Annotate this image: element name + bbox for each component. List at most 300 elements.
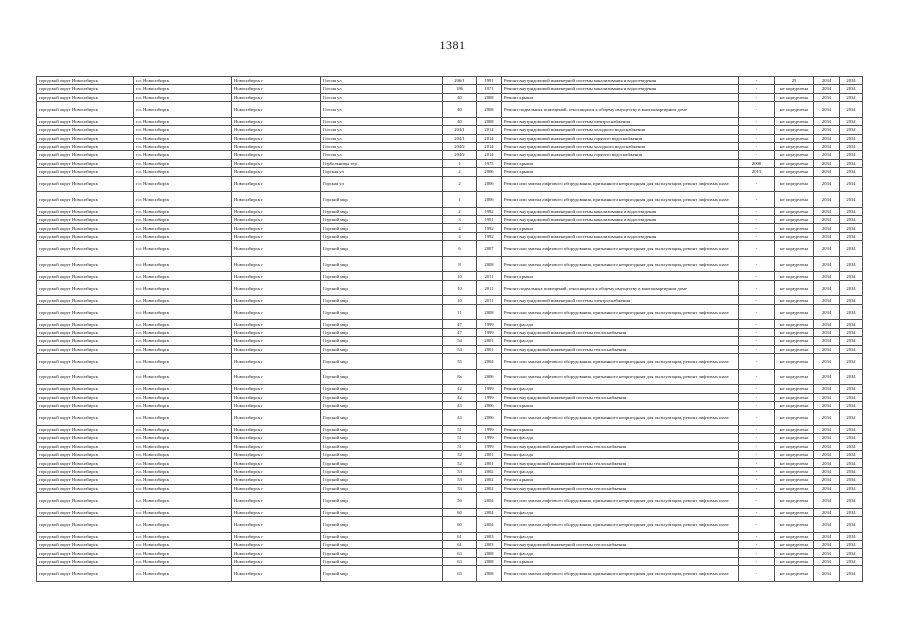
year-built-cell: 1999 (477, 425, 502, 433)
plan-end-cell: 2034 (840, 353, 863, 369)
table-row (37, 353, 863, 369)
last-repair-year-cell: - (739, 557, 775, 565)
year-built-cell: 2003 (477, 532, 502, 540)
settlement-cell: г.о. Новосибирск (134, 224, 232, 232)
cost-cell: не определена (775, 296, 814, 304)
house-number-cell: 204/2 (443, 151, 477, 159)
plan-end-cell: 2034 (840, 151, 863, 159)
street-cell: Гоголя ул (321, 102, 443, 118)
year-built-cell: 2006 (477, 401, 502, 409)
cost-cell: не определена (775, 557, 814, 565)
work-type-cell: Ремонт внутридомовой инженерной системы канализования и водоотведения (502, 207, 739, 215)
year-built-cell: 2011 (477, 272, 502, 280)
street-cell: Горский мкр (321, 410, 443, 426)
last-repair-year-cell: - (739, 280, 775, 296)
last-repair-year-cell: - (739, 142, 775, 150)
house-number-cell: 204/2 (443, 142, 477, 150)
work-type-cell: Ремонт фасада (502, 549, 739, 557)
city-cell: Новосибирск г (232, 142, 321, 150)
municipality-cell: городской округ Новосибирск (37, 142, 134, 150)
year-built-cell: 2006 (477, 168, 502, 176)
table-row (37, 425, 863, 433)
cost-cell: не определена (775, 353, 814, 369)
municipality-cell: городской округ Новосибирск (37, 77, 134, 85)
city-cell: Новосибирск г (232, 241, 321, 257)
cost-cell: не определена (775, 232, 814, 240)
street-cell: Гоголя ул (321, 142, 443, 150)
plan-start-cell: 2034 (814, 532, 840, 540)
table-row (37, 476, 863, 484)
municipality-cell: городской округ Новосибирск (37, 241, 134, 257)
cost-cell: не определена (775, 532, 814, 540)
table-row (37, 207, 863, 215)
settlement-cell: г.о. Новосибирск (134, 467, 232, 475)
last-repair-year-cell: - (739, 467, 775, 475)
house-number-cell: 53 (443, 467, 477, 475)
city-cell: Новосибирск г (232, 476, 321, 484)
municipality-cell: городской округ Новосибирск (37, 168, 134, 176)
municipality-cell: городской округ Новосибирск (37, 296, 134, 304)
house-number-cell: 55 (443, 353, 477, 369)
work-type-cell: Ремонт или замена лифтового оборудования, признанного непригодным для эксплуатации, ремонт лифтовых шахт (502, 369, 739, 385)
last-repair-year-cell: - (739, 459, 775, 467)
city-cell: Новосибирск г (232, 345, 321, 353)
year-built-cell: 2002 (477, 484, 502, 492)
house-number-cell: 63 (443, 566, 477, 582)
repair-schedule-table (36, 76, 863, 582)
municipality-cell: городской округ Новосибирск (37, 280, 134, 296)
last-repair-year-cell: - (739, 102, 775, 118)
plan-start-cell: 2034 (814, 369, 840, 385)
cost-cell: не определена (775, 159, 814, 167)
year-built-cell: 2007 (477, 241, 502, 257)
cost-cell: не определена (775, 484, 814, 492)
last-repair-year-cell: - (739, 410, 775, 426)
house-number-cell: 61 (443, 532, 477, 540)
cost-cell: не определена (775, 467, 814, 475)
municipality-cell: городской округ Новосибирск (37, 102, 134, 118)
plan-start-cell: 2034 (814, 102, 840, 118)
year-built-cell: 1991 (477, 216, 502, 224)
city-cell: Новосибирск г (232, 216, 321, 224)
street-cell: Горский мкр (321, 541, 443, 549)
house-number-cell: 2 (443, 176, 477, 192)
settlement-cell: г.о. Новосибирск (134, 484, 232, 492)
plan-start-cell: 2034 (814, 85, 840, 93)
street-cell: Горский мкр (321, 401, 443, 409)
work-type-cell: Ремонт или замена лифтового оборудования, признанного непригодным для эксплуатации, ремонт лифтовых шахт (502, 256, 739, 272)
municipality-cell: городской округ Новосибирск (37, 467, 134, 475)
work-type-cell: Ремонт или замена лифтового оборудования, признанного непригодным для эксплуатации, ремонт лифтовых шахт (502, 410, 739, 426)
year-built-cell: 2006 (477, 176, 502, 192)
cost-cell: не определена (775, 541, 814, 549)
city-cell: Новосибирск г (232, 280, 321, 296)
year-built-cell: 2002 (477, 467, 502, 475)
cost-cell: не определена (775, 517, 814, 533)
cost-cell: не определена (775, 385, 814, 393)
plan-start-cell: 2034 (814, 393, 840, 401)
table-row (37, 459, 863, 467)
cost-cell: не определена (775, 126, 814, 134)
municipality-cell: городской округ Новосибирск (37, 192, 134, 208)
municipality-cell: городской округ Новосибирск (37, 216, 134, 224)
city-cell: Новосибирск г (232, 159, 321, 167)
house-number-cell: 61 (443, 541, 477, 549)
cost-cell: не определена (775, 216, 814, 224)
year-built-cell: 1999 (477, 442, 502, 450)
street-cell: Горский мкр (321, 296, 443, 304)
street-cell: Гоголя ул (321, 126, 443, 134)
cost-cell: не определена (775, 272, 814, 280)
municipality-cell: городской округ Новосибирск (37, 272, 134, 280)
year-built-cell: 2001 (477, 345, 502, 353)
work-type-cell: Ремонт или замена лифтового оборудования, признанного непригодным для эксплуатации, ремонт лифтовых шахт (502, 176, 739, 192)
cost-cell: не определена (775, 224, 814, 232)
city-cell: Новосибирск г (232, 151, 321, 159)
plan-start-cell: 2034 (814, 566, 840, 582)
plan-end-cell: 2034 (840, 401, 863, 409)
municipality-cell: городской округ Новосибирск (37, 207, 134, 215)
settlement-cell: г.о. Новосибирск (134, 142, 232, 150)
street-cell: Горский мкр (321, 345, 443, 353)
municipality-cell: городской округ Новосибирск (37, 369, 134, 385)
plan-start-cell: 2034 (814, 328, 840, 336)
plan-end-cell: 2034 (840, 557, 863, 565)
city-cell: Новосибирск г (232, 256, 321, 272)
cost-cell: не определена (775, 256, 814, 272)
plan-end-cell: 2034 (840, 393, 863, 401)
street-cell: Горский мкр (321, 467, 443, 475)
table-row (37, 532, 863, 540)
year-built-cell: 2014 (477, 151, 502, 159)
settlement-cell: г.о. Новосибирск (134, 353, 232, 369)
plan-end-cell: 2034 (840, 296, 863, 304)
settlement-cell: г.о. Новосибирск (134, 557, 232, 565)
municipality-cell: городской округ Новосибирск (37, 232, 134, 240)
table-row (37, 256, 863, 272)
municipality-cell: городской округ Новосибирск (37, 451, 134, 459)
settlement-cell: г.о. Новосибирск (134, 296, 232, 304)
municipality-cell: городской округ Новосибирск (37, 304, 134, 320)
last-repair-year-cell: - (739, 442, 775, 450)
last-repair-year-cell: - (739, 549, 775, 557)
year-built-cell: 2008 (477, 256, 502, 272)
last-repair-year-cell: - (739, 241, 775, 257)
last-repair-year-cell: - (739, 77, 775, 85)
city-cell: Новосибирск г (232, 369, 321, 385)
settlement-cell: г.о. Новосибирск (134, 493, 232, 509)
house-number-cell: 43 (443, 401, 477, 409)
plan-start-cell: 2034 (814, 142, 840, 150)
last-repair-year-cell: - (739, 451, 775, 459)
house-number-cell: 10 (443, 280, 477, 296)
municipality-cell: городской округ Новосибирск (37, 508, 134, 516)
plan-end-cell: 2034 (840, 459, 863, 467)
year-built-cell: 2008 (477, 117, 502, 125)
plan-end-cell: 2034 (840, 192, 863, 208)
cost-cell: не определена (775, 320, 814, 328)
plan-start-cell: 2034 (814, 256, 840, 272)
table-row (37, 296, 863, 304)
city-cell: Новосибирск г (232, 304, 321, 320)
municipality-cell: городской округ Новосибирск (37, 353, 134, 369)
municipality-cell: городской округ Новосибирск (37, 256, 134, 272)
plan-end-cell: 2034 (840, 320, 863, 328)
last-repair-year-cell: - (739, 151, 775, 159)
last-repair-year-cell: - (739, 532, 775, 540)
settlement-cell: г.о. Новосибирск (134, 410, 232, 426)
cost-cell: не определена (775, 304, 814, 320)
street-cell: Горский мкр (321, 508, 443, 516)
year-built-cell: 1992 (477, 207, 502, 215)
cost-cell: не определена (775, 369, 814, 385)
table-row (37, 566, 863, 582)
table-row (37, 102, 863, 118)
cost-cell: не определена (775, 151, 814, 159)
settlement-cell: г.о. Новосибирск (134, 117, 232, 125)
year-built-cell: 2014 (477, 134, 502, 142)
table-row (37, 541, 863, 549)
plan-start-cell: 2034 (814, 476, 840, 484)
plan-start-cell: 2034 (814, 517, 840, 533)
cost-cell: не определена (775, 102, 814, 118)
settlement-cell: г.о. Новосибирск (134, 393, 232, 401)
plan-start-cell: 2034 (814, 434, 840, 442)
city-cell: Новосибирск г (232, 410, 321, 426)
plan-end-cell: 2034 (840, 77, 863, 85)
work-type-cell: Ремонт внутридомовой инженерной системы канализования и водоотведения (502, 77, 739, 85)
settlement-cell: г.о. Новосибирск (134, 192, 232, 208)
work-type-cell: Ремонт фасада (502, 385, 739, 393)
house-number-cell: 186 (443, 85, 477, 93)
municipality-cell: городской округ Новосибирск (37, 117, 134, 125)
cost-cell: не определена (775, 207, 814, 215)
cost-cell: не определена (775, 549, 814, 557)
plan-end-cell: 2034 (840, 337, 863, 345)
plan-end-cell: 2034 (840, 93, 863, 101)
municipality-cell: городской округ Новосибирск (37, 385, 134, 393)
street-cell: Горский мкр (321, 304, 443, 320)
municipality-cell: городской округ Новосибирск (37, 126, 134, 134)
year-built-cell: 1999 (477, 385, 502, 393)
municipality-cell: городской округ Новосибирск (37, 541, 134, 549)
year-built-cell: 2002 (477, 476, 502, 484)
street-cell: Горский мкр (321, 459, 443, 467)
table-row (37, 493, 863, 509)
plan-end-cell: 2034 (840, 176, 863, 192)
work-type-cell: Ремонт внутридомовой инженерной системы холодного водоснабжения (502, 142, 739, 150)
plan-end-cell: 2034 (840, 126, 863, 134)
table-row (37, 410, 863, 426)
house-number-cell: 60 (443, 508, 477, 516)
street-cell: Горский мкр (321, 272, 443, 280)
plan-start-cell: 2034 (814, 484, 840, 492)
year-built-cell: 2008 (477, 566, 502, 582)
street-cell: Горская ул (321, 176, 443, 192)
plan-end-cell: 2034 (840, 85, 863, 93)
street-cell: Гоголя ул (321, 85, 443, 93)
plan-end-cell: 2034 (840, 304, 863, 320)
cost-cell: не определена (775, 508, 814, 516)
work-type-cell: Ремонт крыши (502, 168, 739, 176)
table-row (37, 320, 863, 328)
city-cell: Новосибирск г (232, 85, 321, 93)
settlement-cell: г.о. Новосибирск (134, 425, 232, 433)
work-type-cell: Ремонт фасада (502, 434, 739, 442)
plan-end-cell: 2034 (840, 117, 863, 125)
house-number-cell: 1 (443, 159, 477, 167)
street-cell: Горский мкр (321, 320, 443, 328)
table-row (37, 151, 863, 159)
settlement-cell: г.о. Новосибирск (134, 77, 232, 85)
city-cell: Новосибирск г (232, 296, 321, 304)
city-cell: Новосибирск г (232, 134, 321, 142)
work-type-cell: Ремонт фасада (502, 320, 739, 328)
municipality-cell: городской округ Новосибирск (37, 85, 134, 93)
street-cell: Горский мкр (321, 532, 443, 540)
plan-end-cell: 2034 (840, 369, 863, 385)
municipality-cell: городской округ Новосибирск (37, 93, 134, 101)
city-cell: Новосибирск г (232, 385, 321, 393)
plan-start-cell: 2034 (814, 557, 840, 565)
municipality-cell: городской округ Новосибирск (37, 549, 134, 557)
house-number-cell: 52 (443, 459, 477, 467)
table-row (37, 434, 863, 442)
last-repair-year-cell: - (739, 508, 775, 516)
cost-cell: не определена (775, 192, 814, 208)
plan-start-cell: 2034 (814, 168, 840, 176)
house-number-cell: 54 (443, 345, 477, 353)
table-row (37, 142, 863, 150)
municipality-cell: городской округ Новосибирск (37, 532, 134, 540)
municipality-cell: городской округ Новосибирск (37, 176, 134, 192)
plan-start-cell: 2034 (814, 425, 840, 433)
last-repair-year-cell: - (739, 541, 775, 549)
work-type-cell: Ремонт внутридомовой инженерной системы теплоснабжения (502, 393, 739, 401)
street-cell: Горский мкр (321, 328, 443, 336)
work-type-cell: Ремонт фасада (502, 508, 739, 516)
house-number-cell: 52 (443, 451, 477, 459)
last-repair-year-cell: - (739, 176, 775, 192)
house-number-cell: 40 (443, 102, 477, 118)
year-built-cell: 2011 (477, 296, 502, 304)
settlement-cell: г.о. Новосибирск (134, 151, 232, 159)
plan-start-cell: 2034 (814, 126, 840, 134)
last-repair-year-cell: - (739, 337, 775, 345)
last-repair-year-cell: - (739, 272, 775, 280)
plan-start-cell: 2034 (814, 549, 840, 557)
year-built-cell: 2001 (477, 459, 502, 467)
settlement-cell: г.о. Новосибирск (134, 401, 232, 409)
work-type-cell: Ремонт внутридомовой инженерной системы теплоснабжения (502, 541, 739, 549)
street-cell: Горский мкр (321, 216, 443, 224)
municipality-cell: городской округ Новосибирск (37, 434, 134, 442)
municipality-cell: городской округ Новосибирск (37, 476, 134, 484)
street-cell: Горский мкр (321, 476, 443, 484)
year-built-cell: 1992 (477, 232, 502, 240)
table-row (37, 442, 863, 450)
plan-start-cell: 2034 (814, 493, 840, 509)
house-number-cell: 3 (443, 216, 477, 224)
last-repair-year-cell: - (739, 566, 775, 582)
house-number-cell: 63 (443, 549, 477, 557)
work-type-cell: Ремонт или замена лифтового оборудования, признанного непригодным для эксплуатации, ремонт лифтовых шахт (502, 353, 739, 369)
plan-end-cell: 2034 (840, 159, 863, 167)
year-built-cell: 2001 (477, 337, 502, 345)
house-number-cell: 10 (443, 272, 477, 280)
plan-end-cell: 2034 (840, 241, 863, 257)
settlement-cell: г.о. Новосибирск (134, 168, 232, 176)
work-type-cell: Ремонт внутридомовой инженерной системы горячего водоснабжения (502, 134, 739, 142)
work-type-cell: Ремонт или замена лифтового оборудования, признанного непригодным для эксплуатации, ремонт лифтовых шахт (502, 192, 739, 208)
work-type-cell: Ремонт внутридомовой инженерной системы канализования и водоотведения (502, 216, 739, 224)
cost-cell: не определена (775, 566, 814, 582)
table-row (37, 241, 863, 257)
work-type-cell: Ремонт крыши (502, 159, 739, 167)
cost-cell: не определена (775, 117, 814, 125)
street-cell: Горский мкр (321, 517, 443, 533)
plan-start-cell: 2034 (814, 216, 840, 224)
plan-start-cell: 2034 (814, 451, 840, 459)
work-type-cell: Ремонт фасада (502, 337, 739, 345)
year-built-cell: 2004 (477, 517, 502, 533)
settlement-cell: г.о. Новосибирск (134, 216, 232, 224)
last-repair-year-cell: - (739, 434, 775, 442)
cost-cell: не определена (775, 337, 814, 345)
plan-end-cell: 2034 (840, 142, 863, 150)
street-cell: Гоголя ул (321, 117, 443, 125)
settlement-cell: г.о. Новосибирск (134, 134, 232, 142)
plan-end-cell: 2034 (840, 476, 863, 484)
plan-start-cell: 2034 (814, 345, 840, 353)
municipality-cell: городской округ Новосибирск (37, 320, 134, 328)
last-repair-year-cell: - (739, 493, 775, 509)
cost-cell: не определена (775, 401, 814, 409)
plan-start-cell: 2034 (814, 410, 840, 426)
plan-end-cell: 2034 (840, 541, 863, 549)
house-number-cell: 6 (443, 241, 477, 257)
table-row (37, 192, 863, 208)
house-number-cell: 40 (443, 93, 477, 101)
municipality-cell: городской округ Новосибирск (37, 134, 134, 142)
house-number-cell: 43 (443, 410, 477, 426)
last-repair-year-cell: - (739, 369, 775, 385)
cost-cell: не определена (775, 434, 814, 442)
last-repair-year-cell: - (739, 126, 775, 134)
settlement-cell: г.о. Новосибирск (134, 566, 232, 582)
settlement-cell: г.о. Новосибирск (134, 256, 232, 272)
cost-cell: не определена (775, 451, 814, 459)
street-cell: Горский мкр (321, 557, 443, 565)
house-number-cell: 11 (443, 304, 477, 320)
house-number-cell: 10 (443, 296, 477, 304)
plan-start-cell: 2034 (814, 442, 840, 450)
cost-cell: не определена (775, 328, 814, 336)
cost-cell: не определена (775, 345, 814, 353)
settlement-cell: г.о. Новосибирск (134, 304, 232, 320)
city-cell: Новосибирск г (232, 484, 321, 492)
street-cell: Горский мкр (321, 493, 443, 509)
municipality-cell: городской округ Новосибирск (37, 459, 134, 467)
city-cell: Новосибирск г (232, 451, 321, 459)
city-cell: Новосибирск г (232, 102, 321, 118)
work-type-cell: Ремонт фасада (502, 532, 739, 540)
street-cell: Горский мкр (321, 484, 443, 492)
plan-start-cell: 2034 (814, 296, 840, 304)
last-repair-year-cell: - (739, 192, 775, 208)
table-row (37, 393, 863, 401)
table-row (37, 216, 863, 224)
